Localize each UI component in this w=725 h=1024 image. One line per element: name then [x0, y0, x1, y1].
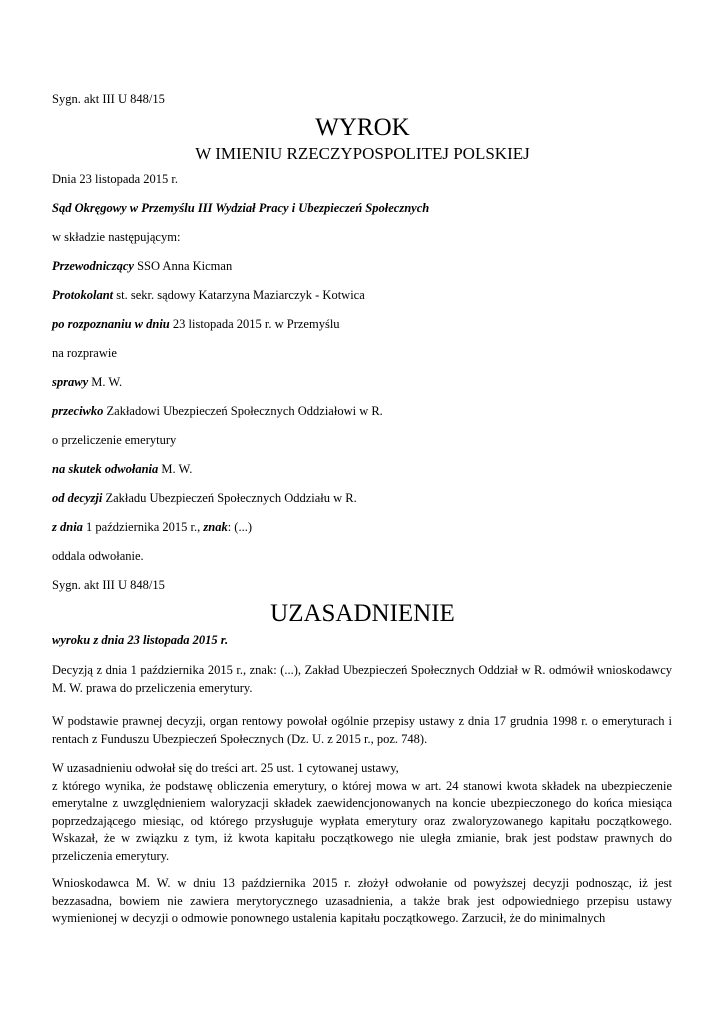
case-label: sprawy [52, 375, 89, 389]
clerk-line [52, 288, 365, 303]
date-label: z dnia [52, 520, 83, 534]
judgment-date: Dnia 23 listopada 2015 r. [52, 172, 179, 186]
appeal-line [52, 462, 192, 477]
against-line [52, 404, 383, 419]
case-value: M. W. [88, 375, 123, 389]
paragraph-3-first-line: W uzasadnieniu odwołał się do treści art. 25 ust. 1 cytowanej ustawy, [52, 761, 399, 775]
decision-date-line [52, 520, 252, 535]
sign-label: znak [203, 520, 228, 534]
chair-label: Przewodniczący [52, 259, 134, 273]
decision-line [52, 491, 357, 506]
subject-line: o przeliczenie emerytury [52, 433, 177, 447]
composition-intro: w składzie następującym: [52, 230, 181, 244]
against-label: przeciwko [52, 404, 104, 418]
paragraph-3-body: z którego wynika, że podstawę obliczenia emerytury, o której mowa w art. 24 stanowi kwota składek na ubezpieczenie emerytalne z uwzględnieniem waloryzacji składek zaewidencjonowanych na koncie ubezpieczonego do końca miesiąca poprzedzającego miesiąc, od którego przysługuje wypłata emerytury oraz zwaloryzowanego kapitału początkowego. Wskazał, że w związku z tym, iż kwota kapitału początkowego nie uległa zmianie, brak jest podstaw prawnych do przeliczenia emerytury. [52, 778, 672, 863]
ruling-line: oddala odwołanie. [52, 549, 144, 563]
heard-line [52, 317, 340, 332]
heard-value: 23 listopada 2015 r. w Przemyślu [169, 317, 340, 331]
appeal-value: M. W. [158, 462, 193, 476]
heard-label: po rozpoznaniu w dniu [52, 317, 170, 331]
appeal-label: na skutek odwołania [52, 462, 159, 476]
chair-value: SSO Anna Kicman [133, 259, 233, 273]
justification-subtitle: wyroku z dnia 23 listopada 2015 r. [52, 633, 229, 647]
decision-label: od decyzji [52, 491, 103, 505]
paragraph-4: Wnioskodawca M. W. w dniu 13 października 2015 r. złożył odwołanie od powyższej decyzji podnosząc, iż jest bezzasadna, bowiem nie zawiera merytorycznego uzasadnienia, a także brak jest odpowiedniego przepisu ustawy wymienionej w decyzji o odmowie ponownego ustalenia kapitału początkowego. Zarzucił, że do minimalnych [52, 876, 672, 925]
against-value: Zakładowi Ubezpieczeń Społecznych Oddziałowi w R. [103, 404, 383, 418]
case-signature: Sygn. akt III U 848/15 [52, 92, 165, 106]
chair-line [52, 259, 232, 274]
clerk-value: st. sekr. sądowy Katarzyna Maziarczyk - Kotwica [113, 288, 365, 302]
case-line [52, 375, 122, 390]
paragraph-1: Decyzją z dnia 1 października 2015 r., znak: (...), Zakład Ubezpieczeń Społecznych Oddział w R. odmówił wnioskodawcy M. W. prawa do przeliczenia emerytury. [52, 663, 672, 695]
paragraph-3 [52, 760, 672, 865]
decision-value: Zakładu Ubezpieczeń Społecznych Oddziału w R. [102, 491, 357, 505]
clerk-label: Protokolant [52, 288, 114, 302]
court-name: Sąd Okręgowy w Przemyślu III Wydział Pracy i Ubezpieczeń Społecznych [52, 201, 430, 215]
paragraph-2: W podstawie prawnej decyzji, organ rentowy powołał ogólnie przepisy ustawy z dnia 17 grudnia 1998 r. o emeryturach i rentach z Funduszu Ubezpieczeń Społecznych (Dz. U. z 2015 r., poz. 748). [52, 714, 672, 746]
date-value: 1 października 2015 r., [82, 520, 204, 534]
case-signature-2: Sygn. akt III U 848/15 [52, 578, 165, 592]
hearing-line: na rozprawie [52, 346, 117, 360]
sign-value: : (...) [227, 520, 253, 534]
judgment-subtitle: W IMIENIU RZECZYPOSPOLITEJ POLSKIEJ [195, 144, 530, 163]
judgment-title: WYROK [315, 114, 410, 141]
justification-title: UZASADNIENIE [270, 600, 455, 627]
